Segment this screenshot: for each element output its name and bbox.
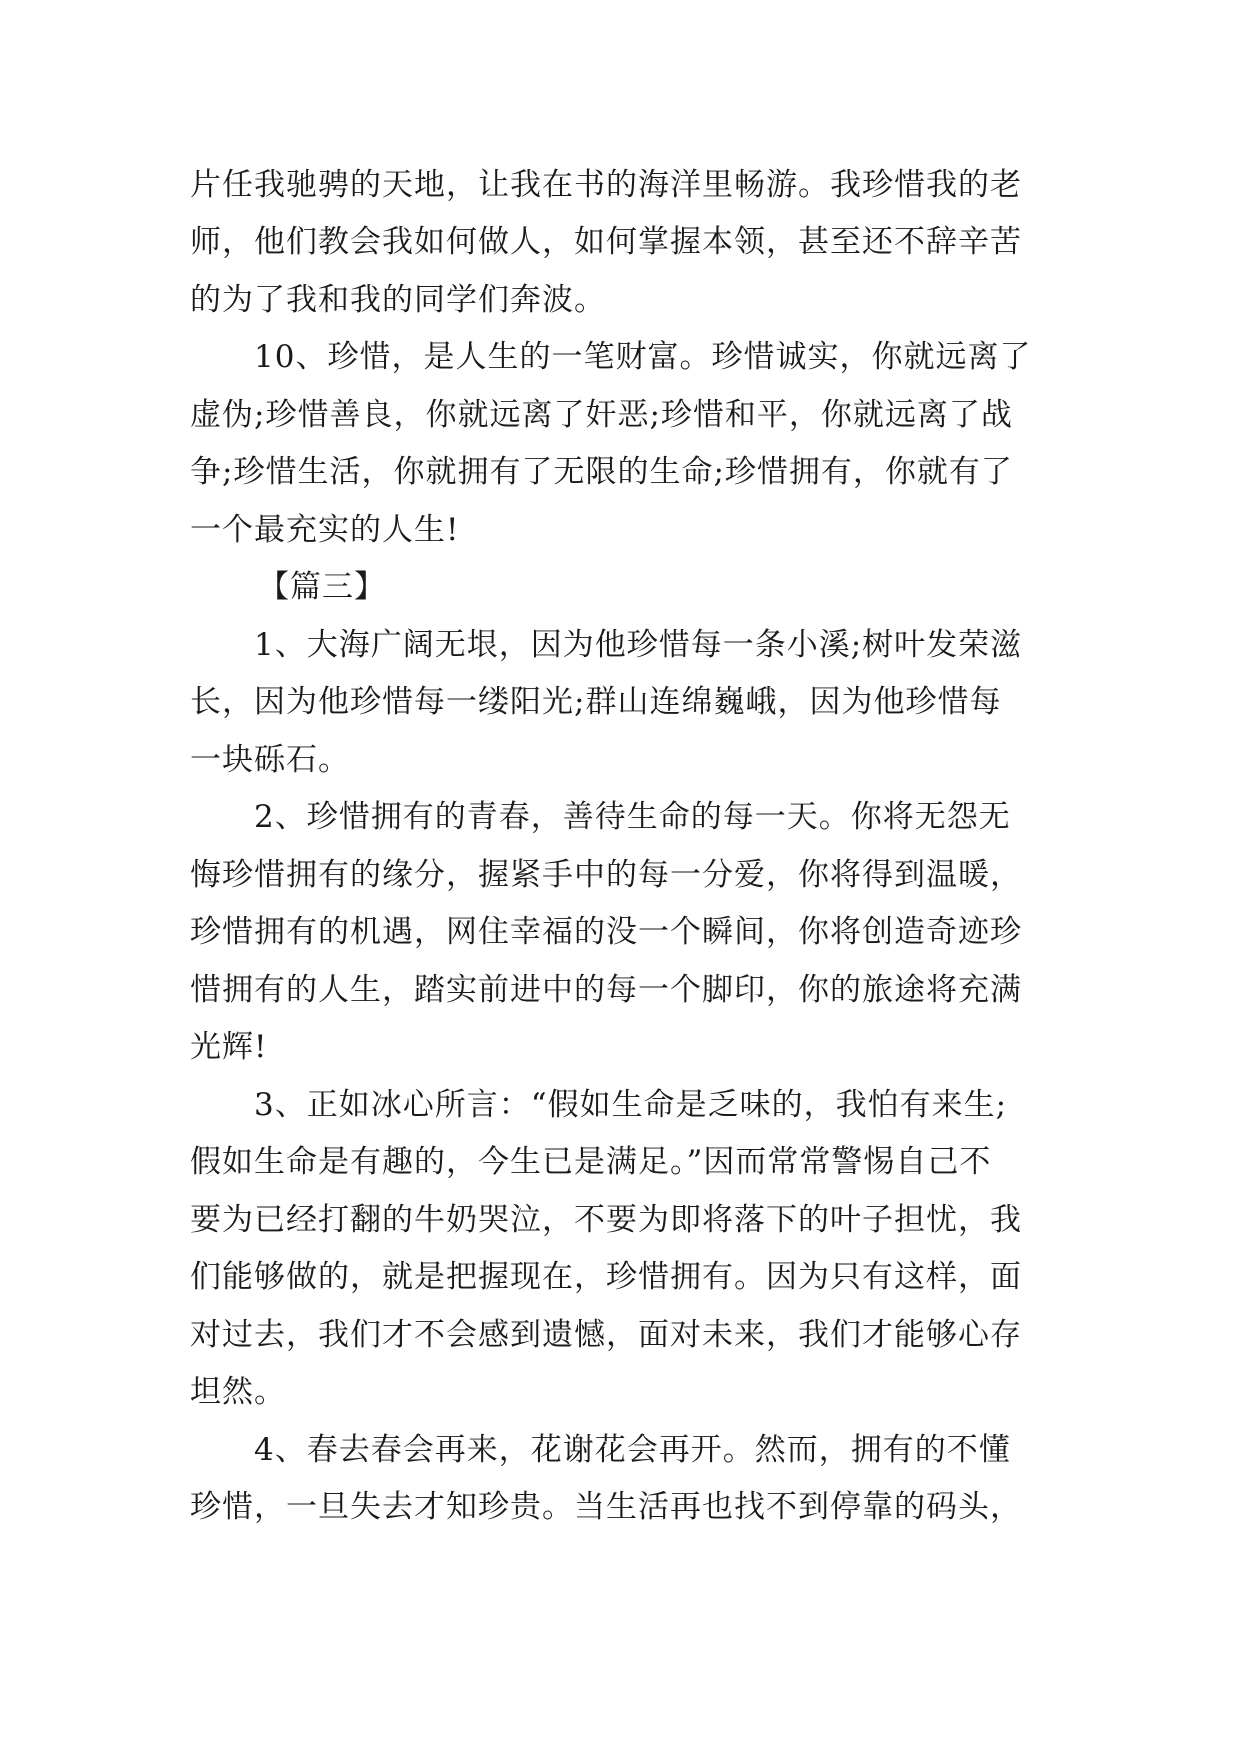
text-line: 对过去，我们才不会感到遗憾，面对未来，我们才能够心存 — [190, 1317, 1022, 1353]
text-line: 10、珍惜，是人生的一笔财富。珍惜诚实，你就远离了 — [254, 339, 1032, 375]
text-line: 珍惜，一旦失去才知珍贵。当生活再也找不到停靠的码头， — [190, 1489, 1022, 1525]
text-line: 2、珍惜拥有的青春，善待生命的每一天。你将无怨无 — [254, 799, 1011, 835]
text-line: 长，因为他珍惜每一缕阳光;群山连绵巍峨，因为他珍惜每 — [190, 684, 1002, 720]
text-line: 惜拥有的人生，踏实前进中的每一个脚印，你的旅途将充满 — [190, 972, 1022, 1008]
text-line: 一个最充实的人生! — [190, 512, 460, 548]
text-line: 一块砾石。 — [190, 742, 350, 778]
text-line: 争;珍惜生活，你就拥有了无限的生命;珍惜拥有，你就有了 — [190, 454, 1013, 490]
text-line: 坦然。 — [190, 1374, 286, 1410]
text-line: 1、大海广阔无垠，因为他珍惜每一条小溪;树叶发荣滋 — [254, 627, 1023, 663]
text-line: 要为已经打翻的牛奶哭泣，不要为即将落下的叶子担忧，我 — [190, 1202, 1022, 1238]
text-line: 光辉! — [190, 1029, 268, 1065]
text-line: 4、春去春会再来，花谢花会再开。然而，拥有的不懂 — [254, 1432, 1011, 1468]
text-line: 3、正如冰心所言：“假如生命是乏味的，我怕有来生; — [254, 1087, 1008, 1123]
text-line: 悔珍惜拥有的缘分，握紧手中的每一分爱，你将得到温暖， — [190, 857, 1022, 893]
text-line: 们能够做的，就是把握现在，珍惜拥有。因为只有这样，面 — [190, 1259, 1022, 1295]
text-line: 的为了我和我的同学们奔波。 — [190, 282, 606, 318]
text-line: 珍惜拥有的机遇，网住幸福的没一个瞬间，你将创造奇迹珍 — [190, 914, 1022, 950]
text-line: 虚伪;珍惜善良，你就远离了奸恶;珍惜和平，你就远离了战 — [190, 397, 1013, 433]
text-line: 假如生命是有趣的，今生已是满足。”因而常常警惕自己不 — [190, 1144, 992, 1180]
section-heading: 【篇三】 — [258, 569, 386, 605]
text-line: 师，他们教会我如何做人，如何掌握本领，甚至还不辞辛苦 — [190, 224, 1022, 260]
text-line: 片任我驰骋的天地，让我在书的海洋里畅游。我珍惜我的老 — [190, 167, 1022, 203]
